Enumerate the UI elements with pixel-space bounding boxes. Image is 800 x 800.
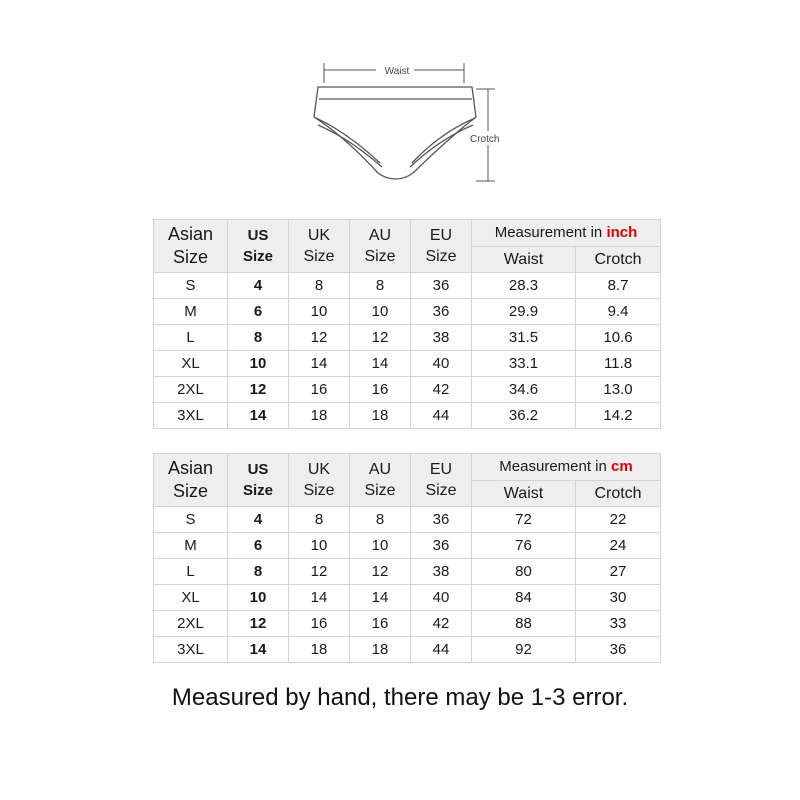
table-row <box>154 507 661 533</box>
asian-size-cell: L <box>154 559 228 585</box>
au-size-cell: 8 <box>350 273 411 299</box>
unit-label: inch <box>606 224 638 241</box>
uk-size-cell: 12 <box>289 325 350 351</box>
au-size-cell: 18 <box>350 403 411 429</box>
measurement-header: Measurement in inch <box>472 220 661 247</box>
uk-size-cell: 14 <box>289 585 350 611</box>
us-size-cell: 10 <box>228 351 289 377</box>
waist-header: Waist <box>472 247 576 273</box>
waist-header: Waist <box>472 481 576 507</box>
us-size-cell: 14 <box>228 403 289 429</box>
us-size-cell: 4 <box>228 273 289 299</box>
crotch-cell: 8.7 <box>576 273 661 299</box>
asian-size-cell: 2XL <box>154 611 228 637</box>
us-size-cell: 12 <box>228 377 289 403</box>
us-size-cell: 6 <box>228 299 289 325</box>
crotch-cell: 27 <box>576 559 661 585</box>
size-table-inch <box>153 219 661 429</box>
au-size-header: AU Size <box>350 454 411 507</box>
eu-size-cell: 44 <box>411 403 472 429</box>
uk-size-cell: 16 <box>289 377 350 403</box>
eu-size-cell: 36 <box>411 533 472 559</box>
eu-size-cell: 36 <box>411 299 472 325</box>
asian-size-cell: 2XL <box>154 377 228 403</box>
asian-size-header: Asian Size <box>154 454 228 507</box>
waist-cell: 92 <box>472 637 576 663</box>
eu-size-cell: 42 <box>411 377 472 403</box>
crotch-header: Crotch <box>576 247 661 273</box>
au-size-cell: 10 <box>350 299 411 325</box>
briefs-measurement-diagram <box>300 55 520 190</box>
waist-cell: 80 <box>472 559 576 585</box>
uk-size-cell: 8 <box>289 273 350 299</box>
waist-cell: 34.6 <box>472 377 576 403</box>
uk-size-cell: 18 <box>289 403 350 429</box>
us-size-header: US Size <box>228 220 289 273</box>
crotch-cell: 9.4 <box>576 299 661 325</box>
au-size-cell: 12 <box>350 325 411 351</box>
au-size-cell: 14 <box>350 351 411 377</box>
asian-size-cell: L <box>154 325 228 351</box>
au-size-cell: 16 <box>350 377 411 403</box>
au-size-cell: 18 <box>350 637 411 663</box>
eu-size-cell: 38 <box>411 559 472 585</box>
eu-size-cell: 42 <box>411 611 472 637</box>
table-row <box>154 273 661 299</box>
eu-size-cell: 40 <box>411 351 472 377</box>
asian-size-cell: XL <box>154 351 228 377</box>
waist-label: Waist <box>384 66 410 77</box>
uk-size-cell: 10 <box>289 533 350 559</box>
crotch-cell: 33 <box>576 611 661 637</box>
briefs-outline <box>314 87 476 179</box>
asian-size-cell: S <box>154 273 228 299</box>
eu-size-cell: 44 <box>411 637 472 663</box>
asian-size-cell: S <box>154 507 228 533</box>
asian-size-cell: 3XL <box>154 637 228 663</box>
eu-size-header: EU Size <box>411 220 472 273</box>
measurement-note: Measured by hand, there may be 1-3 error. <box>171 684 629 711</box>
size-table-cm <box>153 453 661 663</box>
eu-size-header: EU Size <box>411 454 472 507</box>
waist-cell: 36.2 <box>472 403 576 429</box>
table-row <box>154 637 661 663</box>
measurement-header: Measurement in cm <box>472 454 661 481</box>
crotch-cell: 24 <box>576 533 661 559</box>
asian-size-cell: M <box>154 299 228 325</box>
waist-cell: 29.9 <box>472 299 576 325</box>
table-row <box>154 403 661 429</box>
us-size-cell: 12 <box>228 611 289 637</box>
us-size-header: US Size <box>228 454 289 507</box>
eu-size-cell: 40 <box>411 585 472 611</box>
eu-size-cell: 38 <box>411 325 472 351</box>
waist-cell: 31.5 <box>472 325 576 351</box>
us-size-cell: 6 <box>228 533 289 559</box>
waist-cell: 28.3 <box>472 273 576 299</box>
uk-size-header: UK Size <box>289 454 350 507</box>
au-size-cell: 14 <box>350 585 411 611</box>
uk-size-cell: 8 <box>289 507 350 533</box>
crotch-cell: 13.0 <box>576 377 661 403</box>
uk-size-cell: 10 <box>289 299 350 325</box>
us-size-cell: 8 <box>228 325 289 351</box>
crotch-cell: 11.8 <box>576 351 661 377</box>
asian-size-header: Asian Size <box>154 220 228 273</box>
table-row <box>154 377 661 403</box>
crotch-cell: 10.6 <box>576 325 661 351</box>
uk-size-cell: 14 <box>289 351 350 377</box>
crotch-label: Crotch <box>470 134 500 145</box>
table-row <box>154 351 661 377</box>
us-size-cell: 8 <box>228 559 289 585</box>
table-row <box>154 325 661 351</box>
au-size-cell: 12 <box>350 559 411 585</box>
au-size-cell: 8 <box>350 507 411 533</box>
asian-size-cell: 3XL <box>154 403 228 429</box>
eu-size-cell: 36 <box>411 507 472 533</box>
au-size-cell: 16 <box>350 611 411 637</box>
table-row <box>154 559 661 585</box>
crotch-header: Crotch <box>576 481 661 507</box>
au-size-header: AU Size <box>350 220 411 273</box>
table-header-row <box>154 454 661 481</box>
au-size-cell: 10 <box>350 533 411 559</box>
waist-cell: 76 <box>472 533 576 559</box>
eu-size-cell: 36 <box>411 273 472 299</box>
waist-cell: 33.1 <box>472 351 576 377</box>
asian-size-cell: M <box>154 533 228 559</box>
crotch-cell: 30 <box>576 585 661 611</box>
table-row <box>154 299 661 325</box>
crotch-cell: 36 <box>576 637 661 663</box>
table-row <box>154 533 661 559</box>
crotch-cell: 22 <box>576 507 661 533</box>
asian-size-cell: XL <box>154 585 228 611</box>
crotch-cell: 14.2 <box>576 403 661 429</box>
uk-size-cell: 18 <box>289 637 350 663</box>
waist-cell: 88 <box>472 611 576 637</box>
table-row <box>154 611 661 637</box>
us-size-cell: 14 <box>228 637 289 663</box>
unit-label: cm <box>611 458 633 475</box>
table-row <box>154 585 661 611</box>
table-header-row <box>154 220 661 247</box>
uk-size-cell: 16 <box>289 611 350 637</box>
us-size-cell: 10 <box>228 585 289 611</box>
waist-cell: 72 <box>472 507 576 533</box>
waist-cell: 84 <box>472 585 576 611</box>
us-size-cell: 4 <box>228 507 289 533</box>
uk-size-header: UK Size <box>289 220 350 273</box>
uk-size-cell: 12 <box>289 559 350 585</box>
